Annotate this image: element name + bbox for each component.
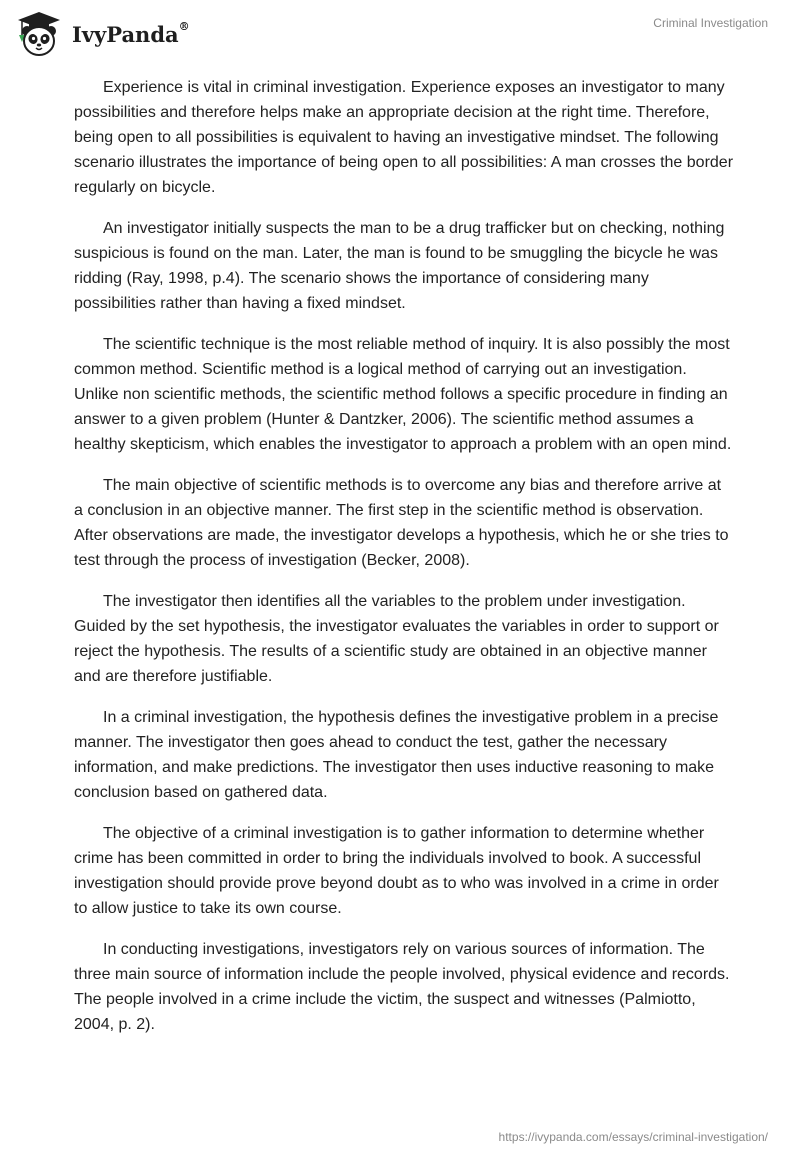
essay-body (74, 75, 734, 1053)
paragraph: An investigator initially suspects the man to be a drug trafficker but on checking, nothing suspicious is found on the man. Later, the man is found to be smuggling the bicycle he was ridding (Ray, 1998, p.4). The scenario shows the importance of considering many possibilities rather than having a fixed mindset. (74, 220, 725, 312)
paragraph: In conducting investigations, investigators rely on various sources of information. The three main source of information include the people involved, physical evidence and records. The people involved in a crime include the victim, the suspect and witnesses (Palmiotto, 2004, p. 2). (74, 941, 730, 1033)
paragraph: In a criminal investigation, the hypothesis defines the investigative problem in a precise manner. The investigator then goes ahead to conduct the test, gather the necessary information, and make predictions. The investigator then uses inductive reasoning to make conclusion based on gathered data. (74, 709, 719, 801)
document-title: Criminal Investigation (653, 16, 768, 30)
panda-graduate-icon (14, 9, 64, 59)
paragraph: Experience is vital in criminal investigation. Experience exposes an investigator to many possibilities and therefore helps make an appropriate decision at the right time. Therefore, being open to all possibilities is equivalent to having an investigative mindset. The following scenario illustrates the importance of being open to all possibilities: A man crosses the border regularly on bicycle. (74, 79, 734, 196)
brand-logo[interactable] (14, 9, 190, 59)
paragraph: The objective of a criminal investigation is to gather information to determine whether crime has been committed in order to bring the individuals involved to book. A successful investigation should provide prove beyond doubt as to who was involved in a crime in order to allow justice to take its own course. (74, 825, 719, 917)
paragraph: The main objective of scientific methods is to overcome any bias and therefore arrive at a conclusion in an objective manner. The first step in the scientific method is observation. After observations are made, the investigator develops a hypothesis, which he or she tries to test through the process of investigation (Becker, 2008). (74, 477, 729, 569)
registered-mark: ® (178, 19, 190, 33)
source-url[interactable]: https://ivypanda.com/essays/criminal-investigation/ (498, 1130, 768, 1144)
paragraph: The investigator then identifies all the variables to the problem under investigation. Guided by the set hypothesis, the investigator evaluates the variables in order to support or reject the hypothesis. The results of a scientific study are obtained in an objective manner and are therefore justifiable. (74, 593, 719, 685)
paragraph: The scientific technique is the most reliable method of inquiry. It is also possibly the most common method. Scientific method is a logical method of carrying out an investigation. Unlike non scientific methods, the scientific method follows a specific procedure in finding an answer to a given problem (Hunter & Dantzker, 2006). The scientific method assumes a healthy skepticism, which enables the investigator to approach a problem with an open mind. (74, 336, 732, 453)
brand-name: IvyPanda® (72, 19, 190, 47)
